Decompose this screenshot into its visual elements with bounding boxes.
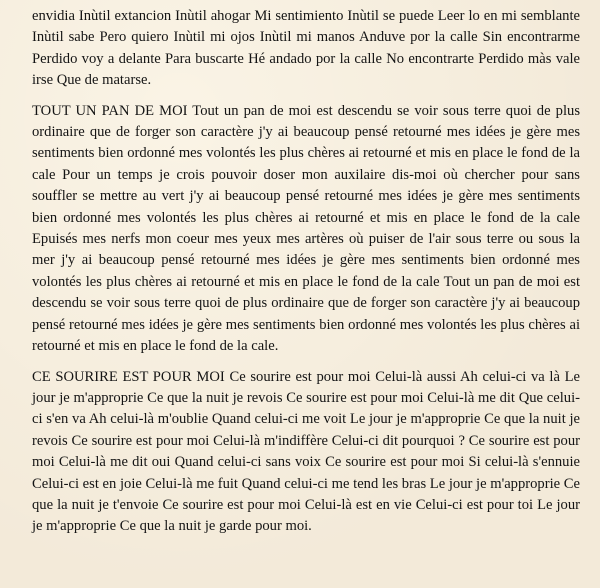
- lyrics-paragraph-1: envidia Inùtil extancion Inùtil ahogar Mi sentimiento Inùtil se puede Leer lo en mi semblante Inùtil sabe Pero quiero Inùtil mi ojos Inùtil mi manos Anduve por la calle Sin encontrarme Perdido voy a delante Para buscarte Hé andado por la calle No encontrarte Perdido màs vale irse Que de matarse.: [32, 8, 580, 89]
- lyrics-paragraph-3: CE SOURIRE EST POUR MOI Ce sourire est pour moi Celui-là aussi Ah celui-ci va là Le jour je m'approprie Ce que la nuit je revois Ce sourire est pour moi Celui-là me dit Que celui-ci s'en va Ah celui-là m'oublie Quand celui-ci me voit Le jour je m'approprie Ce que la nuit je revois Ce sourire est pour moi Celui-là m'indiffère Celui-ci dit pourquoi ? Ce sourire est pour moi Celui-là me dit oui Quand celui-ci sans voix Ce sourire est pour moi Si celui-là s'ennuie Celui-ci est en joie Celui-là me fuit Quand celui-ci me tend les bras Le jour je m'approprie Ce que la nuit je t'envoie Ce sourire est pour moi Celui-là est en vie Celui-ci est pour toi Le jour je m'approprie Ce que la nuit je garde pour moi.: [32, 368, 580, 535]
- lyrics-paragraph-2: TOUT UN PAN DE MOI Tout un pan de moi est descendu se voir sous terre quoi de plus ordinaire que de forger son caractère j'y ai beaucoup pensé retourné mes idées je gère mes sentiments bien ordonné mes volontés les plus chères ai retourné et mis en place le fond de la cale Pour un temps je crois pouvoir doser mon auxilaire dis-moi où chercher pour sans souffler se mettre au vert j'y ai beaucoup pensé retourné mes idées je gère mes sentiments bien ordonné mes volontés les plus chères ai retourné et mis en place le fond de la cale Epuisés mes nerfs mon coeur mes yeux mes artères où puiser de l'air sous terre ou sous la mer j'y ai beaucoup pensé retourné mes idées je gère mes sentiments bien ordonné mes volontés les plus chères ai retourné et mis en place le fond de la cale Tout un pan de moi est descendu se voir sous terre quoi de plus ordinaire que de forger son caractère j'y ai beaucoup pensé retourné mes idées je gère mes sentiments bien ordonné mes volontés les plus chères ai retourné et mis en place le fond de la cale.: [32, 102, 580, 355]
